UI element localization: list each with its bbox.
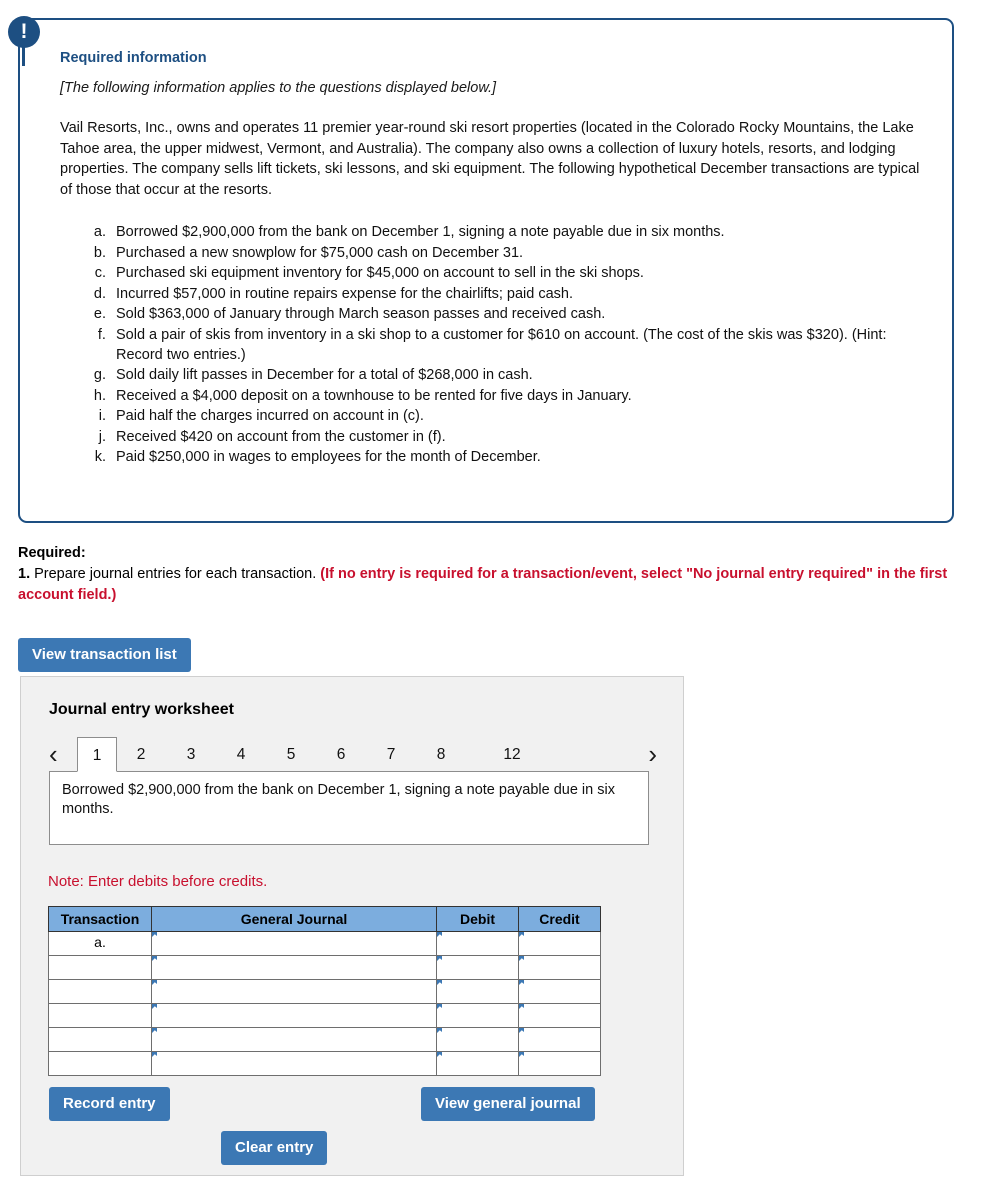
cell-credit[interactable] [519,956,601,980]
list-item: g. Sold daily lift passes in December for a total of $268,000 in cash. [110,365,922,385]
list-item: c. Purchased ski equipment inventory for $45,000 on account to sell in the ski shops. [110,263,922,283]
required-item-text: Prepare journal entries for each transaction. [30,566,321,583]
exclamation-icon: ! [8,16,40,48]
list-item: a. Borrowed $2,900,000 from the bank on December 1, signing a note payable due in six months. [110,222,922,242]
dropdown-flag-icon [152,956,157,961]
dropdown-flag-icon [437,1028,442,1033]
dropdown-flag-icon [437,932,442,937]
cell-debit[interactable] [437,956,519,980]
list-item: j. Received $420 on account from the customer in (f). [110,427,922,447]
column-header-debit: Debit [437,907,519,932]
worksheet-tab-2[interactable]: 2 [136,746,146,763]
table-header-row [49,907,601,932]
worksheet-tab-strip [49,737,657,773]
dropdown-flag-icon [519,1028,524,1033]
worksheet-tab-5[interactable]: 5 [286,746,296,763]
dropdown-flag-icon [152,980,157,985]
clear-entry-button[interactable]: Clear entry [221,1131,327,1165]
page-title: Required information [60,50,207,66]
dropdown-flag-icon [437,956,442,961]
worksheet-tab-4[interactable]: 4 [236,746,246,763]
list-item: b. Purchased a new snowplow for $75,000 cash on December 31. [110,243,922,263]
dropdown-flag-icon [152,1004,157,1009]
no-entry-hint: (If no entry is required for a transaction/event, select "No journal entry required" in the first account field.) [18,566,948,604]
required-instructions [18,543,968,606]
dropdown-flag-icon [437,980,442,985]
cell-debit[interactable] [437,980,519,1004]
column-header-credit: Credit [519,907,601,932]
cell-general-journal[interactable] [152,980,437,1004]
worksheet-tab-1[interactable]: 1 [77,737,117,772]
cell-credit[interactable] [519,1052,601,1076]
transaction-list [60,222,922,467]
list-item: i. Paid half the charges incurred on account in (c). [110,406,922,426]
dropdown-flag-icon [437,1052,442,1057]
dropdown-flag-icon [519,956,524,961]
dropdown-flag-icon [152,932,157,937]
cell-general-journal[interactable] [152,1028,437,1052]
dropdown-flag-icon [519,1004,524,1009]
transaction-description-text: Borrowed $2,900,000 from the bank on December 1, signing a note payable due in six months. [62,782,615,817]
chevron-left-icon[interactable]: ‹ [49,739,58,769]
dropdown-flag-icon [519,1052,524,1057]
view-general-journal-button[interactable]: View general journal [421,1087,595,1121]
cell-credit[interactable] [519,980,601,1004]
column-header-transaction: Transaction [49,907,152,932]
record-entry-button[interactable]: Record entry [49,1087,170,1121]
cell-transaction[interactable] [49,980,152,1004]
cell-general-journal[interactable] [152,1004,437,1028]
worksheet-tab-7[interactable]: 7 [386,746,396,763]
cell-debit[interactable] [437,932,519,956]
list-item: d. Incurred $57,000 in routine repairs expense for the chairlifts; paid cash. [110,284,922,304]
cell-credit[interactable] [519,1028,601,1052]
column-header-general-journal: General Journal [152,907,437,932]
dropdown-flag-icon [519,932,524,937]
list-item: f. Sold a pair of skis from inventory in a ski shop to a customer for $610 on account. (The cost of the skis was $320). (Hint: Record two entries.) [110,325,922,366]
journal-entry-worksheet-panel [20,676,684,1176]
journal-entry-table [48,906,601,1076]
worksheet-tab-3[interactable]: 3 [186,746,196,763]
required-item-number: 1. [18,566,31,583]
cell-general-journal[interactable] [152,1052,437,1076]
cell-transaction[interactable]: a. [49,932,152,956]
table-row [49,932,601,956]
table-row [49,980,601,1004]
cell-transaction[interactable] [49,1028,152,1052]
table-row [49,1052,601,1076]
required-label: Required: [18,545,86,561]
required-information-callout [18,18,954,523]
cell-general-journal[interactable] [152,932,437,956]
cell-debit[interactable] [437,1004,519,1028]
transaction-description-box [49,771,649,845]
list-item: k. Paid $250,000 in wages to employees for the month of December. [110,447,922,467]
cell-credit[interactable] [519,1004,601,1028]
dropdown-flag-icon [152,1052,157,1057]
cell-transaction[interactable] [49,956,152,980]
cell-transaction[interactable] [49,1052,152,1076]
callout-pointer-stem [22,46,25,66]
cell-general-journal[interactable] [152,956,437,980]
dropdown-flag-icon [437,1004,442,1009]
worksheet-tab-6[interactable]: 6 [336,746,346,763]
table-row [49,1004,601,1028]
dropdown-flag-icon [152,1028,157,1033]
required-item-1 [18,564,968,606]
worksheet-tab-8[interactable]: 8 [436,746,446,763]
list-item: h. Received a $4,000 deposit on a townhouse to be rented for five days in January. [110,386,922,406]
list-item: e. Sold $363,000 of January through March season passes and received cash. [110,304,922,324]
cell-debit[interactable] [437,1028,519,1052]
dropdown-flag-icon [519,980,524,985]
chevron-right-icon[interactable]: › [648,739,657,769]
applies-to-note: [The following information applies to the questions displayed below.] [60,80,497,96]
view-transaction-list-button[interactable]: View transaction list [18,638,191,672]
table-row [49,956,601,980]
table-row [49,1028,601,1052]
worksheet-tab-12[interactable]: 12 [503,746,521,763]
worksheet-title: Journal entry worksheet [49,701,234,718]
cell-credit[interactable] [519,932,601,956]
journal-table-body [49,932,601,1076]
cell-transaction[interactable] [49,1004,152,1028]
company-description: Vail Resorts, Inc., owns and operates 11 premier year-round ski resort properties (located in the Colorado Rocky Mountains, the Lake Tahoe area, the upper midwest, Vermont, and Australia). The company also owns a collection of luxury hotels, resorts, and lodging properties. The company sells lift tickets, ski lessons, and ski equipment. The following hypothetical December transactions are typical of those that occur at the resorts. [60,120,920,198]
cell-debit[interactable] [437,1052,519,1076]
debits-before-credits-note: Note: Enter debits before credits. [48,873,268,890]
